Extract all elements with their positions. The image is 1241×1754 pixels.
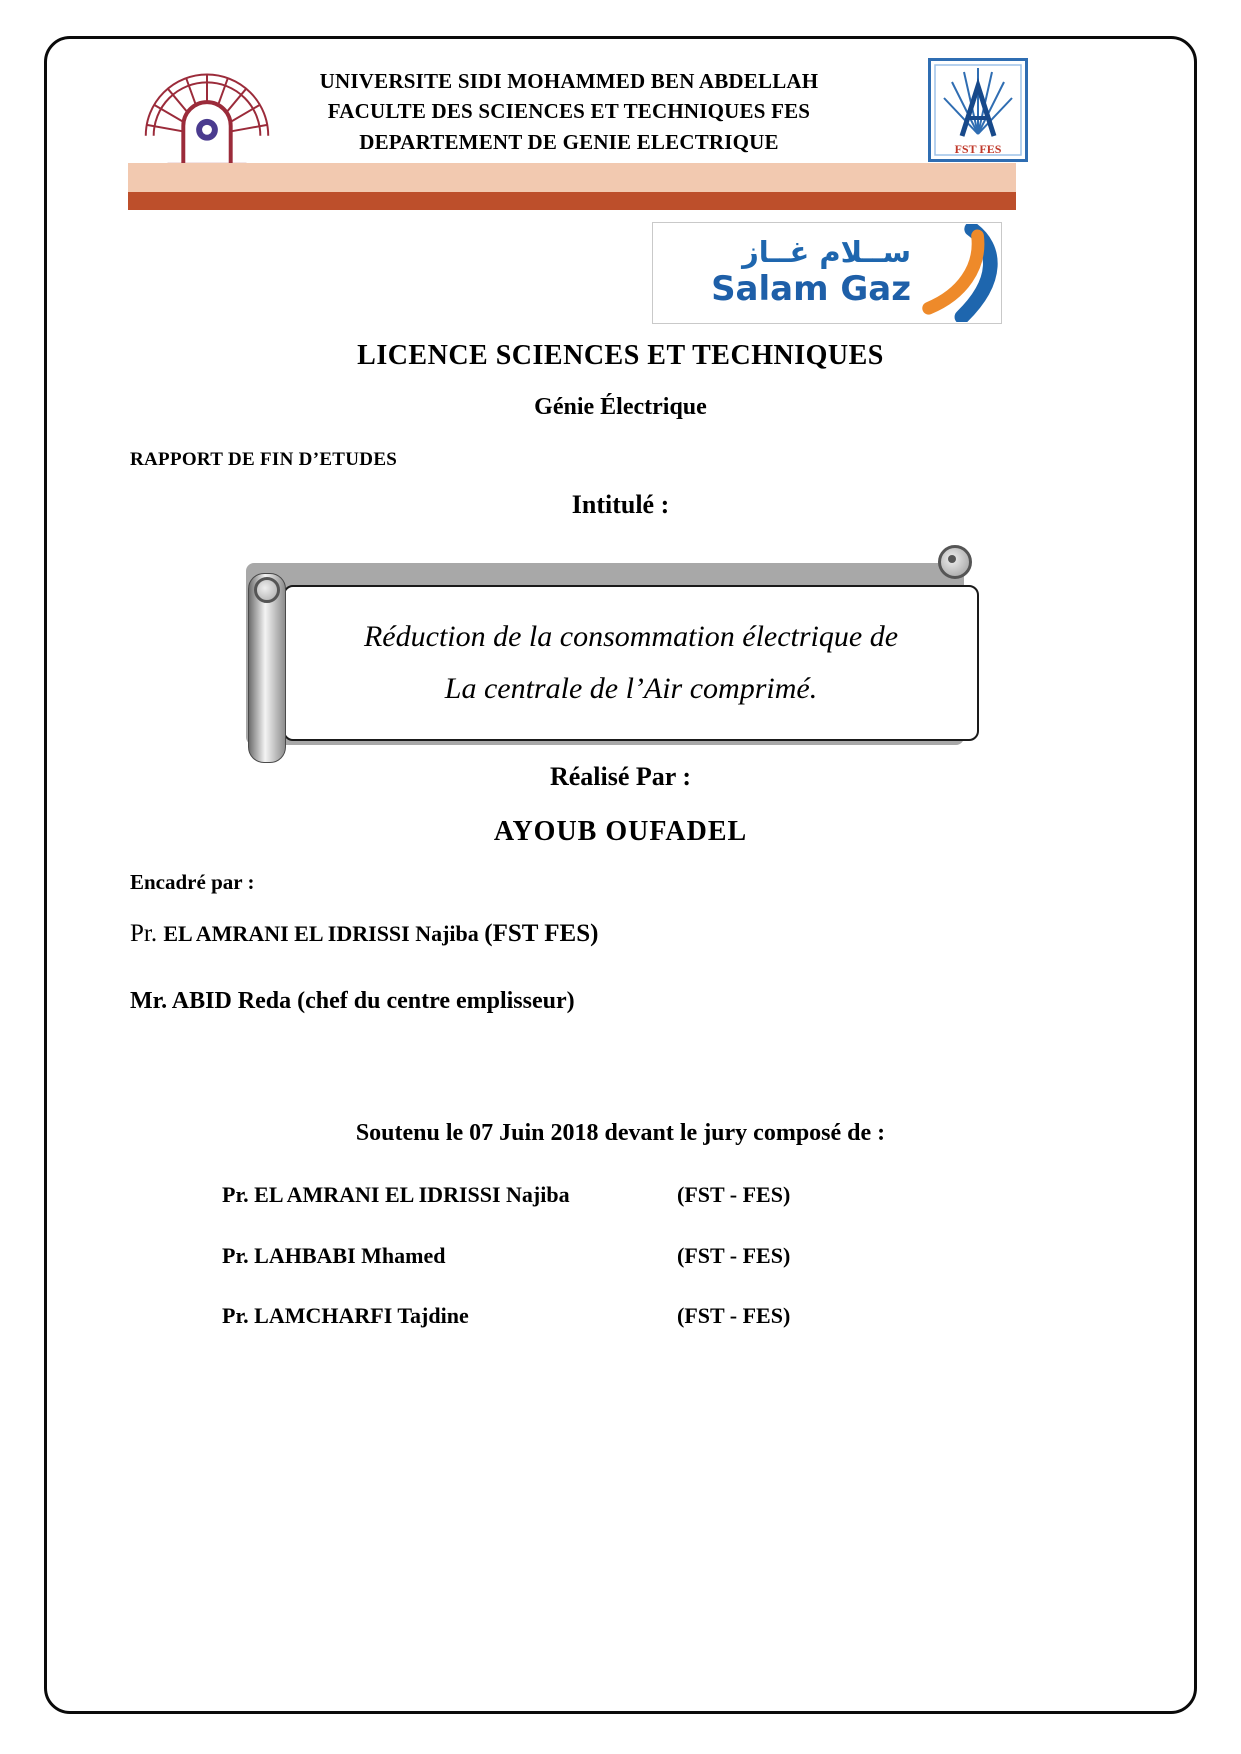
supervisor-1-org: (FST FES) [484,920,599,947]
jury-member-name: Pr. LAHBABI Mhamed [222,1243,446,1268]
fst-logo-caption: FST FES [954,142,1002,156]
header-line-3: DEPARTEMENT DE GENIE ELECTRIQUE [359,129,779,154]
subject-line-2: La centrale de l’Air comprimé. [444,672,818,705]
licence-title: LICENCE SCIENCES ET TECHNIQUES [357,340,884,371]
supervisor-2: Mr. ABID Reda (chef du centre emplisseur) [130,988,575,1014]
encadre-par-label: Encadré par : [130,870,255,894]
jury-intro: Soutenu le 07 Juin 2018 devant le jury composé de : [355,1120,886,1146]
supervisor-1-name: EL AMRANI EL IDRISSI Najiba [163,921,485,946]
scroll-curl-dot [948,555,956,563]
university-emblem-icon [128,50,286,176]
rapport-label: RAPPORT DE FIN D’ETUDES [130,449,398,470]
jury-member-org: (FST - FES) [677,1243,791,1268]
salam-gaz-logo [652,222,1002,324]
salam-gaz-text [653,237,913,308]
banner-bottom-band [128,192,1016,210]
scroll-roll-spiral [254,577,280,603]
supervisor-1 [130,920,598,948]
salam-gaz-latin-label: Salam Gaz [711,269,911,310]
jury-member-org: (FST - FES) [677,1182,791,1207]
jury-member-row [222,1243,942,1269]
header-line-2: FACULTE DES SCIENCES ET TECHNIQUES FES [327,99,811,124]
author-name: AYOUB OUFADEL [493,816,748,847]
jury-member-name: Pr. LAMCHARFI Tajdine [222,1303,469,1328]
header-banner [128,163,1016,210]
banner-top-band [128,163,1016,192]
intitule-label: Intitulé : [571,490,670,519]
salam-gaz-swoosh-icon [913,224,1001,322]
fst-fes-logo-icon [928,58,1028,162]
jury-member-row [222,1303,942,1329]
filiere-title: Génie Électrique [534,394,707,420]
subject-paper [283,585,979,741]
header-line-1: UNIVERSITE SIDI MOHAMMED BEN ABDELLAH [319,69,819,93]
jury-member-org: (FST - FES) [677,1303,791,1328]
scroll-top-right-curl [938,545,972,579]
jury-member-name: Pr. EL AMRANI EL IDRISSI Najiba [222,1182,570,1207]
salam-gaz-arabic-label: ســلام غــاز [742,235,911,270]
university-header [286,66,852,157]
subject-line-1: Réduction de la consommation électrique de [363,620,899,653]
supervisor-1-prefix: Pr. [130,920,164,947]
subject-scroll [238,545,986,765]
realise-par-label: Réalisé Par : [549,762,692,791]
jury-member-row [222,1182,942,1208]
